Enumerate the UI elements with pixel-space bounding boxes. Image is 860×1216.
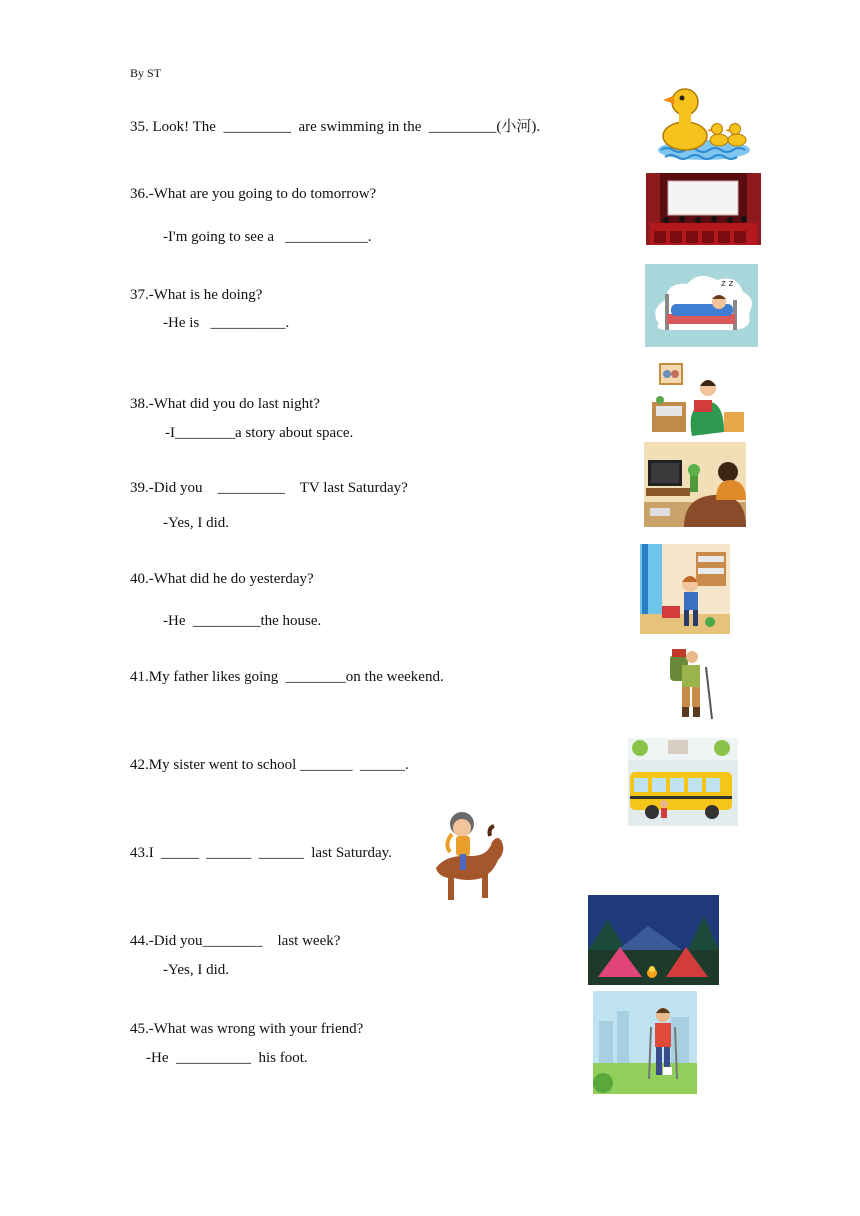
cinema-image	[646, 173, 761, 245]
page-header: By ST	[130, 66, 162, 80]
ducks-river-image	[655, 80, 753, 164]
answer-40: -He _________the house.	[163, 613, 322, 629]
question-40: 40.-What did he do yesterday?	[130, 571, 314, 587]
answer-36: -I'm going to see a ___________.	[163, 229, 372, 245]
camping-image	[588, 895, 719, 985]
answer-38: -I________a story about space.	[165, 425, 354, 441]
horse-riding-girl-image	[428, 808, 506, 910]
crutches-boy-image	[593, 991, 697, 1094]
cleaning-boy-image	[640, 544, 730, 634]
watching-tv-image	[644, 442, 746, 527]
answer-44: -Yes, I did.	[163, 962, 229, 978]
question-43: 43.I _____ ______ ______ last Saturday.	[130, 845, 392, 861]
answer-45: -He __________ his foot.	[146, 1050, 308, 1066]
answer-37: -He is __________.	[163, 315, 290, 331]
question-44: 44.-Did you________ last week?	[130, 933, 341, 949]
school-bus-image	[628, 738, 738, 826]
question-35: 35. Look! The _________ are swimming in the _________(小河).	[130, 119, 541, 135]
sleeping-boy-image	[645, 264, 758, 347]
hiking-man-image	[664, 645, 716, 723]
question-39: 39.-Did you _________ TV last Saturday?	[130, 480, 408, 496]
question-41: 41.My father likes going ________on the weekend.	[130, 669, 444, 685]
question-45: 45.-What was wrong with your friend?	[130, 1021, 364, 1037]
question-37: 37.-What is he doing?	[130, 287, 263, 303]
answer-39: -Yes, I did.	[163, 515, 229, 531]
reading-boy-image	[648, 362, 748, 436]
question-36: 36.-What are you going to do tomorrow?	[130, 186, 377, 202]
question-42: 42.My sister went to school _______ ______.	[130, 757, 409, 773]
svg-text:z z: z z	[721, 279, 734, 289]
question-38: 38.-What did you do last night?	[130, 396, 320, 412]
